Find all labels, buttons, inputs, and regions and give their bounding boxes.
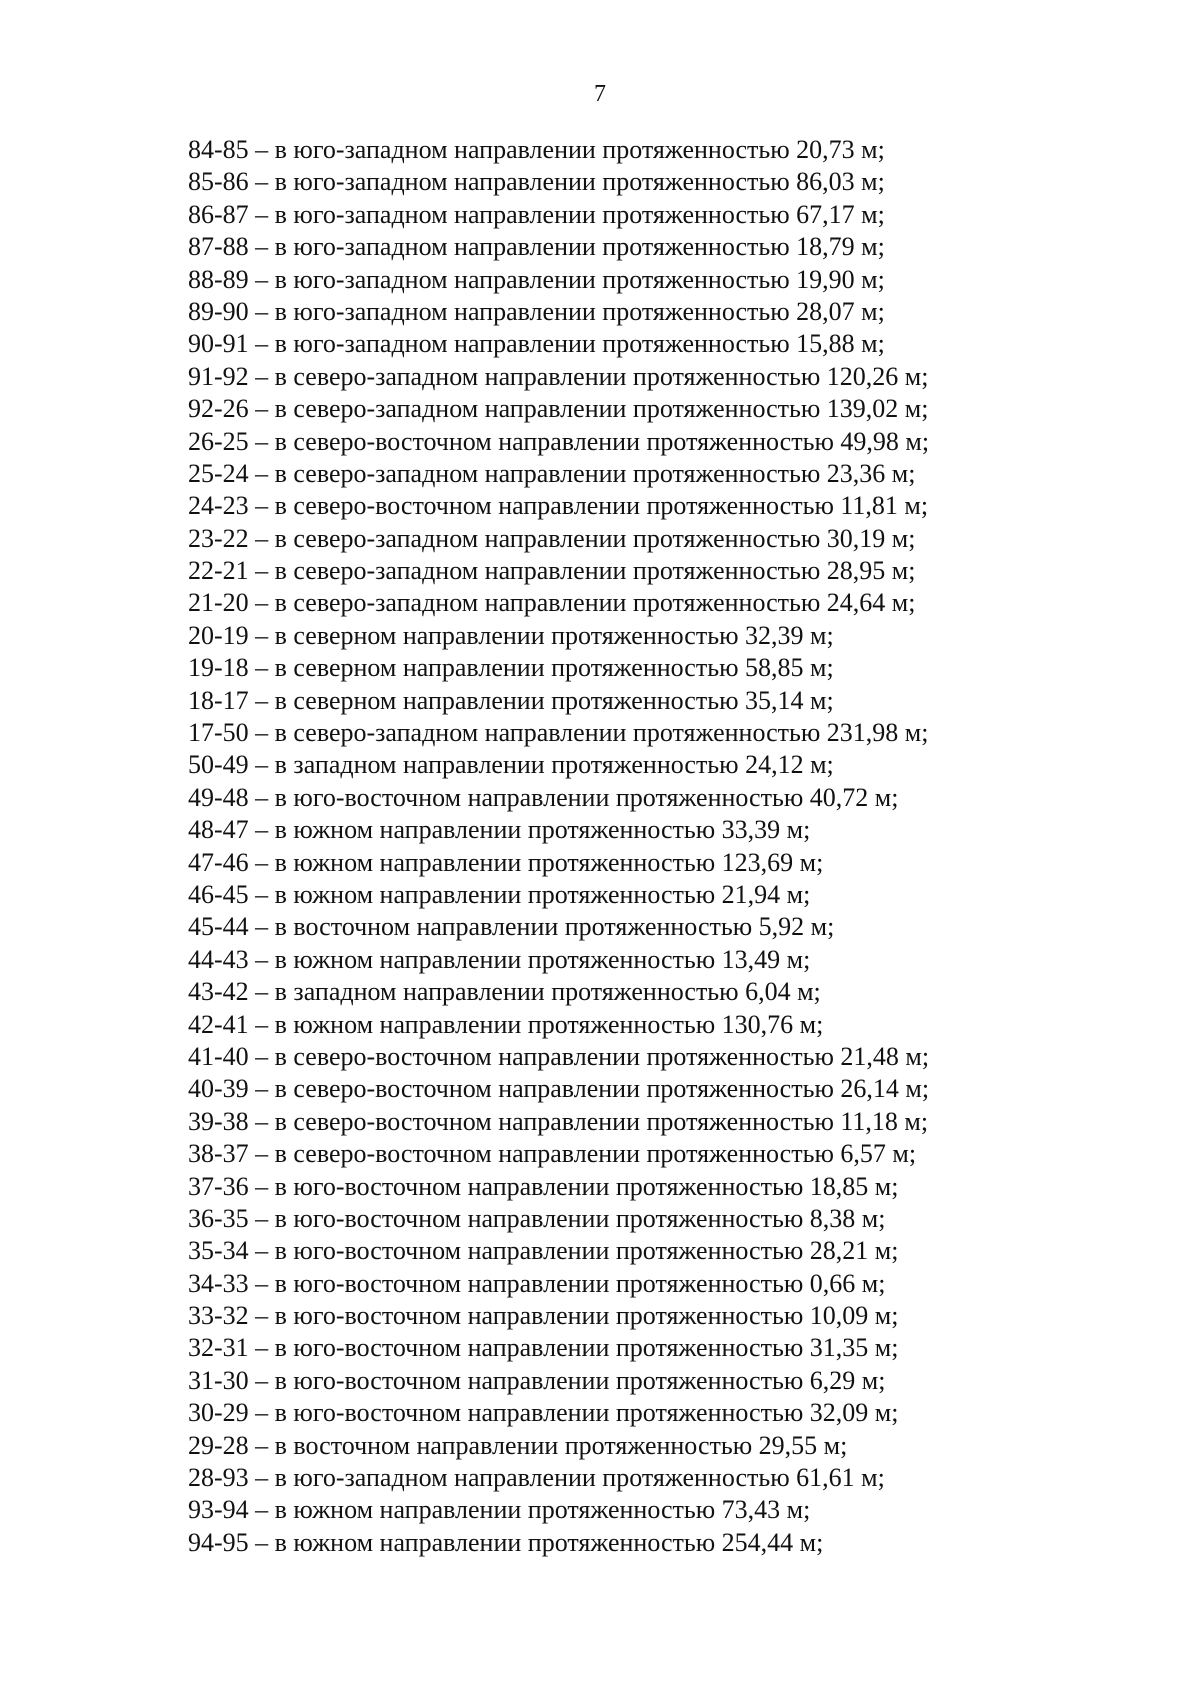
segment-line: 34-33 – в юго-восточном направлении протяженностью 0,66 м; [188, 1268, 886, 1298]
segment-line: 91-92 – в северо-западном направлении протяженностью 120,26 м; [188, 361, 929, 391]
segment-line: 43-42 – в западном направлении протяженностью 6,04 м; [188, 977, 821, 1007]
segment-line: 17-50 – в северо-западном направлении протяженностью 231,98 м; [188, 718, 929, 748]
segment-line: 92-26 – в северо-западном направлении протяженностью 139,02 м; [188, 394, 929, 424]
segment-line: 21-20 – в северо-западном направлении протяженностью 24,64 м; [188, 588, 916, 618]
segment-line: 44-43 – в южном направлении протяженностью 13,49 м; [188, 944, 811, 974]
segment-line: 39-38 – в северо-восточном направлении протяженностью 11,18 м; [188, 1106, 929, 1136]
segment-line: 87-88 – в юго-западном направлении протяженностью 18,79 м; [188, 232, 885, 262]
segment-line: 41-40 – в северо-восточном направлении протяженностью 21,48 м; [188, 1041, 930, 1071]
segment-line: 40-39 – в северо-восточном направлении протяженностью 26,14 м; [188, 1074, 930, 1104]
segment-line: 32-31 – в юго-восточном направлении протяженностью 31,35 м; [188, 1333, 899, 1363]
segment-line: 49-48 – в юго-восточном направлении протяженностью 40,72 м; [188, 782, 899, 812]
segment-line: 30-29 – в юго-восточном направлении протяженностью 32,09 м; [188, 1398, 899, 1428]
segment-line: 35-34 – в юго-восточном направлении протяженностью 28,21 м; [188, 1236, 899, 1266]
segment-line: 28-93 – в юго-западном направлении протяженностью 61,61 м; [188, 1463, 885, 1493]
segment-line: 48-47 – в южном направлении протяженностью 33,39 м; [188, 815, 811, 845]
segment-line: 38-37 – в северо-восточном направлении протяженностью 6,57 м; [188, 1139, 917, 1169]
segment-line: 36-35 – в юго-восточном направлении протяженностью 8,38 м; [188, 1203, 886, 1233]
segment-list [188, 134, 929, 1559]
segment-line: 93-94 – в южном направлении протяженностью 73,43 м; [188, 1495, 811, 1525]
segment-line: 88-89 – в юго-западном направлении протяженностью 19,90 м; [188, 264, 885, 294]
segment-line: 42-41 – в южном направлении протяженностью 130,76 м; [188, 1009, 824, 1039]
segment-line: 46-45 – в южном направлении протяженностью 21,94 м; [188, 879, 811, 909]
segment-line: 20-19 – в северном направлении протяженностью 32,39 м; [188, 620, 834, 650]
page-number: 7 [594, 81, 606, 107]
segment-line: 90-91 – в юго-западном направлении протяженностью 15,88 м; [188, 329, 885, 359]
segment-line: 45-44 – в восточном направлении протяженностью 5,92 м; [188, 912, 835, 942]
segment-line: 29-28 – в восточном направлении протяженностью 29,55 м; [188, 1430, 848, 1460]
segment-line: 85-86 – в юго-западном направлении протяженностью 86,03 м; [188, 167, 885, 197]
segment-line: 25-24 – в северо-западном направлении протяженностью 23,36 м; [188, 458, 916, 488]
segment-line: 19-18 – в северном направлении протяженностью 58,85 м; [188, 653, 834, 683]
segment-line: 31-30 – в юго-восточном направлении протяженностью 6,29 м; [188, 1365, 886, 1395]
segment-line: 23-22 – в северо-западном направлении протяженностью 30,19 м; [188, 523, 916, 553]
segment-line: 37-36 – в юго-восточном направлении протяженностью 18,85 м; [188, 1171, 899, 1201]
segment-line: 50-49 – в западном направлении протяженностью 24,12 м; [188, 750, 834, 780]
segment-line: 89-90 – в юго-западном направлении протяженностью 28,07 м; [188, 296, 885, 326]
segment-line: 33-32 – в юго-восточном направлении протяженностью 10,09 м; [188, 1301, 899, 1331]
segment-line: 22-21 – в северо-западном направлении протяженностью 28,95 м; [188, 556, 916, 586]
segment-line: 26-25 – в северо-восточном направлении протяженностью 49,98 м; [188, 426, 930, 456]
segment-line: 24-23 – в северо-восточном направлении протяженностью 11,81 м; [188, 491, 929, 521]
segment-line: 84-85 – в юго-западном направлении протяженностью 20,73 м; [188, 135, 885, 164]
segment-line: 18-17 – в северном направлении протяженностью 35,14 м; [188, 685, 834, 715]
segment-line: 86-87 – в юго-западном направлении протяженностью 67,17 м; [188, 199, 885, 229]
segment-line: 47-46 – в южном направлении протяженностью 123,69 м; [188, 847, 824, 877]
segment-line: 94-95 – в южном направлении протяженностью 254,44 м; [188, 1527, 824, 1557]
